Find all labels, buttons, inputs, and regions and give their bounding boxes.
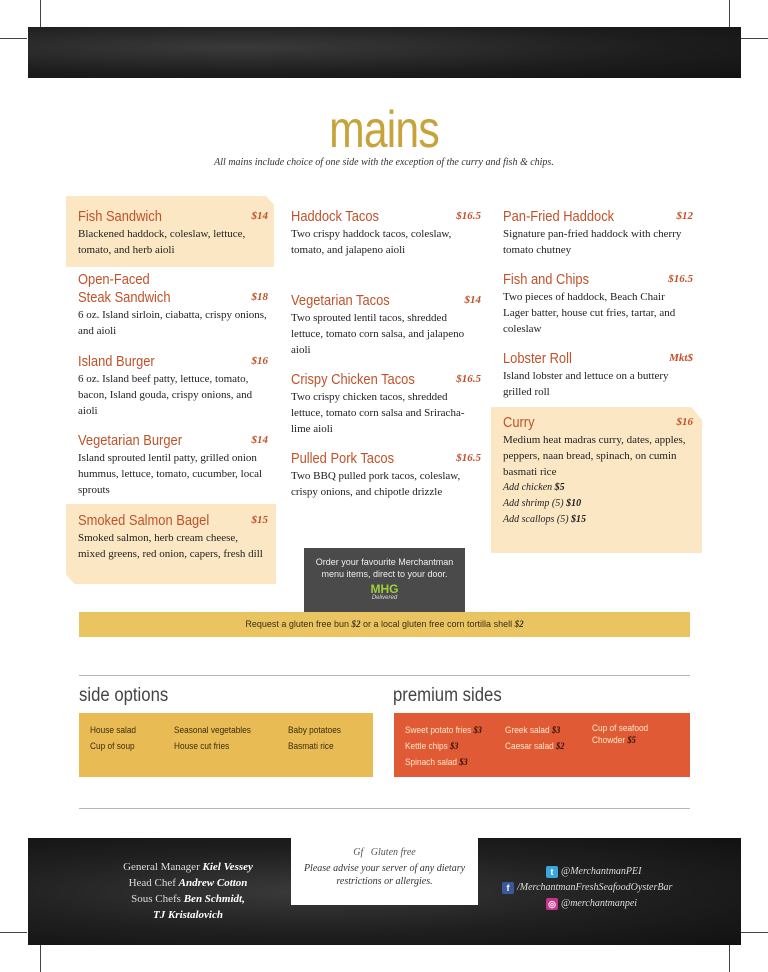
item-description: Medium heat madras curry, dates, apples, peppers, naan bread, spinach, on cumin basmati rice [503,434,686,478]
premium-side: Kettle chips $3 [405,741,459,751]
item-name: Haddock Tacos [291,208,379,225]
item-name-line1: Open-Faced [78,271,150,288]
item-price: $16.5 [456,210,481,222]
twitter-icon: t [546,866,558,878]
allergy-note: Please advise your server of any dietary restrictions or allergies. [303,863,466,887]
menu-item-vegetarian-burger [78,432,268,498]
crop-mark [40,945,41,972]
premium-sides-title: premium sides [393,685,502,706]
staff-line: TJ Kristalovich [153,909,223,921]
twitter-link[interactable]: t @MerchantmanPEI [502,864,672,880]
side-option: Basmati rice [288,741,334,751]
item-name: Crispy Chicken Tacos [291,371,415,388]
crop-mark [729,0,730,27]
menu-item-vegetarian-tacos [291,292,481,358]
item-description: Two crispy chicken tacos, shredded lettuce, tomato corn salsa and Sriracha-lime aioli [291,391,465,435]
side-option: Cup of soup [90,741,135,751]
item-description: Island sprouted lentil patty, grilled onion hummus, lettuce, tomato, cucumber, local sprouts [78,452,263,496]
item-price: $16.5 [456,452,481,464]
item-description: 6 oz. Island beef patty, lettuce, tomato, bacon, Island gouda, crispy onions, and aioli [78,373,253,417]
premium-side: Greek salad $3 [505,725,561,735]
premium-side: Caesar salad $2 [505,741,565,751]
premium-side: Spinach salad $3 [405,757,468,767]
header-band [28,27,741,78]
premium-sides-box [394,713,690,777]
item-description: Blackened haddock, coleslaw, lettuce, tomato, and herb aioli [78,228,246,256]
item-description: Two pieces of haddock, Beach Chair Lager batter, house cut fries, tartar, and coleslaw [503,291,676,335]
side-option: Seasonal vegetables [174,725,251,735]
item-description: Two crispy haddock tacos, coleslaw, tomato, and jalapeno aioli [291,228,452,256]
menu-item-lobster-roll [503,350,693,400]
menu-item-island-burger [78,353,268,419]
curry-addon: Add chicken $5 [503,482,565,493]
item-price: $15 [251,514,268,526]
promo-text: Order your favourite Merchantman menu items, direct to your door. [315,557,454,579]
item-price: $14 [251,210,268,222]
item-price: $14 [464,294,481,306]
item-description: Smoked salmon, herb cream cheese, mixed greens, red onion, capers, fresh dill [78,532,263,560]
crop-mark [0,932,27,933]
crop-mark [0,38,27,39]
item-description: Island lobster and lettuce on a buttery grilled roll [503,370,669,398]
curry-addon: Add shrimp (5) $10 [503,498,582,509]
page-subtitle: All mains include choice of one side with the exception of the curry and fish & chips. [214,157,554,168]
menu-item-fish-and-chips [503,271,693,337]
menu-item-pulled-pork-tacos [291,450,481,500]
item-name: Pulled Pork Tacos [291,450,395,467]
item-name: Pan-Fried Haddock [503,208,615,225]
item-name: Smoked Salmon Bagel [78,512,210,529]
staff-line: General Manager Kiel Vessey [123,861,253,873]
item-name-line2: Steak Sandwich [78,289,171,306]
side-option: Baby potatoes [288,725,341,735]
premium-side: Sweet potato fries $3 [405,725,482,735]
divider [79,675,690,676]
item-description: Two sprouted lentil tacos, shredded lettuce, tomato corn salsa, and jalapeno aioli [291,312,465,356]
delivery-promo [304,548,465,612]
side-options-box [79,713,373,777]
crop-mark [40,0,41,27]
item-name: Vegetarian Tacos [291,292,390,309]
gluten-free-icon: Gf [353,847,364,858]
social-links [502,864,672,912]
crop-mark [741,932,768,933]
gluten-free-card [291,838,478,905]
item-name: Island Burger [78,353,155,370]
item-price: $16 [676,416,693,428]
staff-line: Sous Chefs Ben Schmidt, [131,893,245,905]
item-price: $14 [251,434,268,446]
menu-item-fish-sandwich [78,208,268,258]
instagram-icon: ◎ [546,898,558,910]
facebook-link[interactable]: f /MerchantmanFreshSeafoodOysterBar [502,880,672,896]
item-name: Vegetarian Burger [78,432,182,449]
side-option: House cut fries [174,741,230,751]
staff-list [88,859,288,923]
item-price: $16.5 [456,373,481,385]
item-description: Two BBQ pulled pork tacos, coleslaw, crispy onions, and chipotle drizzle [291,470,461,498]
item-name: Fish and Chips [503,271,590,288]
menu-item-steak-sandwich [78,271,268,339]
item-description: 6 oz. Island sirloin, ciabatta, crispy onions, and aioli [78,309,267,337]
curry-addon: Add scallops (5) $15 [503,514,587,525]
side-options-title: side options [79,685,169,706]
menu-item-haddock-tacos [291,208,481,258]
side-option: House salad [90,725,137,735]
menu-item-curry [503,414,693,528]
item-price: $18 [251,291,268,303]
item-price: $16.5 [668,273,693,285]
mhg-delivered-logo: MHG Delivered [370,582,399,601]
menu-item-pan-fried-haddock [503,208,693,258]
staff-line: Head Chef Andrew Cotton [128,877,248,889]
facebook-icon: f [502,882,514,894]
item-name: Lobster Roll [503,350,572,367]
instagram-link[interactable]: ◎ @merchantmanpei [502,896,672,912]
page-title: mains [329,101,439,159]
menu-item-salmon-bagel [78,512,268,562]
item-name: Fish Sandwich [78,208,162,225]
menu-item-chicken-tacos [291,371,481,437]
crop-mark [729,945,730,972]
item-description: Signature pan-fried haddock with cherry tomato chutney [503,228,682,256]
item-price: Mkt$ [669,352,693,364]
divider [79,808,690,809]
item-name: Curry [503,414,535,431]
premium-side: Cup of seafood Chowder $5 [592,723,649,745]
gluten-free-legend: Gf Gluten free [353,847,416,858]
footer [28,838,741,945]
crop-mark [741,38,768,39]
item-price: $12 [676,210,693,222]
gluten-free-notice: Request a gluten free bun $2 or a local gluten free corn tortilla shell $2 [79,612,690,637]
item-price: $16 [251,355,268,367]
